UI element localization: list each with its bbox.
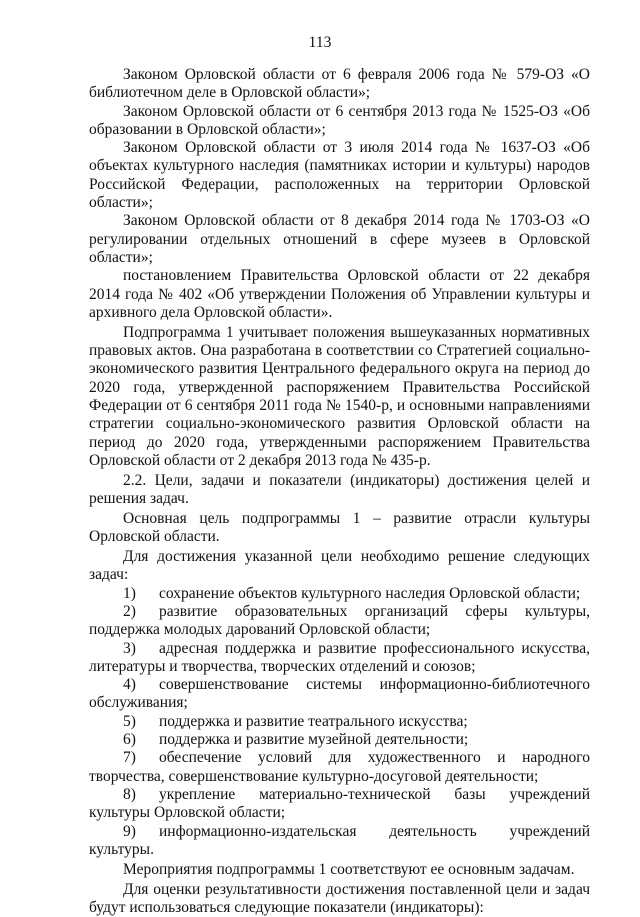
list-item-number: 5) bbox=[123, 712, 136, 730]
list-item-number: 7) bbox=[123, 749, 136, 767]
measures-paragraph: Мероприятия подпрограммы 1 соответствуют ее основным задачам. bbox=[123, 860, 575, 878]
law-paragraph: Законом Орловской области от 6 сентября 2013 года № 1525-ОЗ «Об образовании в Орловской области»; bbox=[89, 102, 590, 138]
decree-paragraph: постановлением Правительства Орловской области от 22 декабря 2014 года № 402 «Об утверждении Положения об Управлении культуры и архивного дела Орловской области». bbox=[89, 267, 590, 321]
list-item bbox=[89, 823, 590, 860]
list-item-text: поддержка и развитие музейной деятельности; bbox=[159, 731, 469, 749]
list-item-number: 8) bbox=[123, 785, 136, 803]
list-item bbox=[89, 585, 590, 603]
list-item bbox=[89, 749, 590, 786]
list-item-text: сохранение объектов культурного наследия Орловской области; bbox=[159, 584, 581, 602]
document-body bbox=[89, 66, 590, 917]
list-item-number: 3) bbox=[123, 639, 136, 657]
tasks-intro-paragraph: Для достижения указанной цели необходимо решение следующих задач: bbox=[89, 548, 590, 584]
list-item bbox=[89, 676, 590, 713]
page-number: 113 bbox=[308, 34, 332, 51]
list-item-text: обеспечение условий для художественного и народного творчества, совершенствование культурно-досуговой деятельности; bbox=[89, 749, 590, 785]
list-item bbox=[89, 640, 590, 677]
law-paragraph: Законом Орловской области от 8 декабря 2014 года № 1703-ОЗ «О регулировании отдельных отношений в сфере музеев в Орловской области»; bbox=[89, 212, 590, 266]
list-item-text: укрепление материально-технической базы учреждений культуры Орловской области; bbox=[89, 785, 590, 822]
law-paragraph: Законом Орловской области от 3 июля 2014 года № 1637-ОЗ «Об объектах культурного наследия (памятниках истории и культуры) народов Российской Федерации, расположенных на территории Орловской области»; bbox=[89, 139, 590, 212]
list-item bbox=[89, 713, 590, 731]
list-item bbox=[89, 786, 590, 823]
list-item-number: 4) bbox=[123, 676, 136, 694]
section-heading: 2.2. Цели, задачи и показатели (индикаторы) достижения целей и решения задач. bbox=[89, 471, 590, 508]
list-item-number: 9) bbox=[123, 822, 136, 840]
tasks-list bbox=[89, 585, 590, 859]
list-item-text: совершенствование системы информационно-библиотечного обслуживания; bbox=[89, 676, 590, 712]
indicators-paragraph: Для оценки результативности достижения поставленной цели и задач будут использоваться следующие показатели (индикаторы): bbox=[89, 880, 590, 916]
list-item-number: 1) bbox=[123, 584, 136, 602]
law-paragraph: Законом Орловской области от 6 февраля 2006 года № 579-ОЗ «О библиотечном деле в Орловской области»; bbox=[89, 66, 590, 102]
list-item bbox=[89, 603, 590, 640]
list-item-text: адресная поддержка и развитие профессионального искусства, литературы и творчества, творческих отделений и союзов; bbox=[89, 639, 590, 675]
list-item-text: поддержка и развитие театрального искусства; bbox=[159, 712, 468, 730]
list-item-number: 2) bbox=[123, 602, 136, 620]
list-item bbox=[89, 731, 590, 749]
main-goal-paragraph: Основная цель подпрограммы 1 – развитие отрасли культуры Орловской области. bbox=[89, 509, 590, 546]
list-item-text: развитие образовательных организаций сферы культуры, поддержка молодых дарований Орловской области; bbox=[89, 602, 590, 639]
list-item-number: 6) bbox=[123, 731, 136, 749]
list-item-text: информационно-издательская деятельность учреждений культуры. bbox=[89, 822, 590, 858]
subprogram-paragraph: Подпрограмма 1 учитывает положения вышеуказанных нормативных правовых актов. Она разработана в соответствии со Стратегией социально-экономического развития Центрального федерального округа на период до 2020 года, утвержденной распоряжением Правительства Российской Федерации от 6 сентября 2011 года № 1540-р, и основными направлениями стратегии социально-экономического развития Орловской области на период до 2020 года, утвержденными распоряжением Правительства Орловской области от 2 декабря 2013 года № 435-р. bbox=[89, 323, 590, 469]
